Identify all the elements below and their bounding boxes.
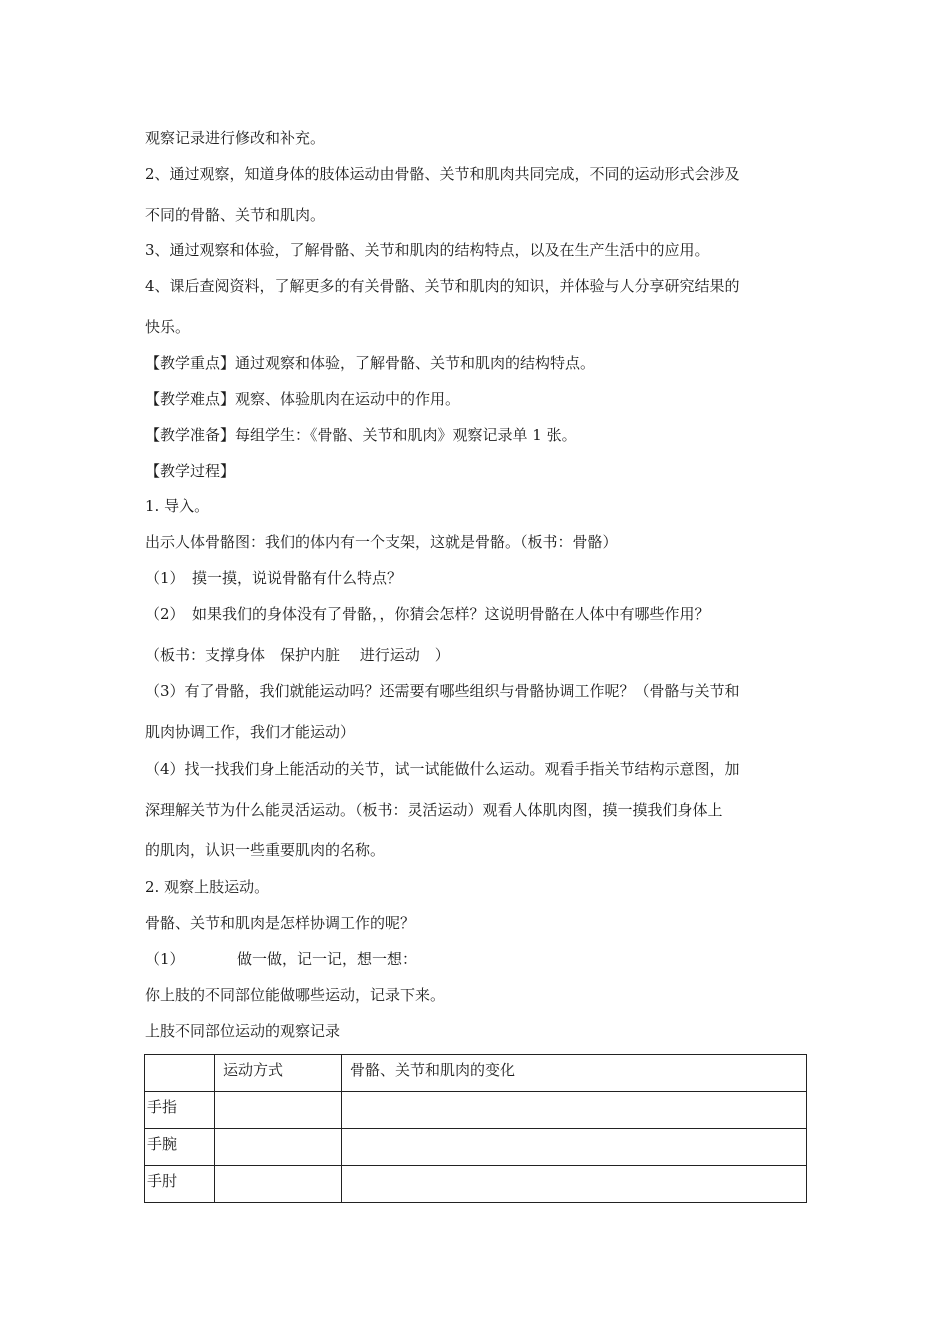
observation-table — [144, 1054, 807, 1203]
text-line: 你上肢的不同部位能做哪些运动，记录下来。 — [145, 986, 446, 1004]
table-row — [145, 1129, 807, 1166]
text-line: （板书：支撑身体 保护内脏 进行运动 ） — [145, 646, 450, 664]
text-line: （3）有了骨骼，我们就能运动吗？还需要有哪些组织与骨骼协调工作呢？（骨骼与关节和 — [145, 682, 740, 700]
text-line: 2、通过观察，知道身体的肢体运动由骨骼、关节和肌肉共同完成，不同的运动形式会涉及 — [145, 165, 740, 183]
section-heading: 【教学过程】 — [145, 462, 236, 480]
table-cell — [342, 1129, 807, 1166]
text-line: 4、课后查阅资料，了解更多的有关骨骼、关节和肌肉的知识，并体验与人分享研究结果的 — [145, 277, 740, 295]
row-label: 手腕 — [145, 1129, 215, 1166]
text-line: （1） 摸一摸，说说骨骼有什么特点？ — [145, 569, 403, 587]
text-line: （1） 做一做，记一记，想一想： — [145, 950, 418, 968]
text-line: 骨骼、关节和肌肉是怎样协调工作的呢？ — [145, 914, 416, 932]
section-heading: 1. 导入。 — [145, 497, 210, 515]
teaching-focus: 【教学重点】通过观察和体验，了解骨骼、关节和肌肉的结构特点。 — [145, 354, 596, 372]
teaching-difficulty: 【教学难点】观察、体验肌肉在运动中的作用。 — [145, 390, 461, 408]
table-header-row — [145, 1055, 807, 1092]
text-line: （4）找一找我们身上能活动的关节，试一试能做什么运动。观看手指关节结构示意图，加 — [145, 760, 740, 778]
row-label: 手肘 — [145, 1166, 215, 1203]
text-line: 观察记录进行修改和补充。 — [145, 129, 326, 147]
text-line: 快乐。 — [145, 318, 191, 336]
header-cell — [145, 1055, 215, 1092]
table-cell — [215, 1092, 342, 1129]
text-line: （2） 如果我们的身体没有了骨骼，，你猜会怎样？这说明骨骼在人体中有哪些作用？ — [145, 605, 710, 623]
text-line: 肌肉协调工作，我们才能运动） — [145, 723, 356, 741]
table-cell — [215, 1166, 342, 1203]
table-cell — [215, 1129, 342, 1166]
table-row — [145, 1092, 807, 1129]
text-line: 3、通过观察和体验，了解骨骼、关节和肌肉的结构特点，以及在生产生活中的应用。 — [145, 241, 710, 259]
table-row — [145, 1166, 807, 1203]
table-cell — [342, 1166, 807, 1203]
text-line: 深理解关节为什么能灵活运动。（板书：灵活运动）观看人体肌肉图，摸一摸我们身体上 — [145, 801, 723, 819]
table-caption: 上肢不同部位运动的观察记录 — [145, 1022, 341, 1040]
header-cell: 运动方式 — [215, 1055, 342, 1092]
text-line: 不同的骨骼、关节和肌肉。 — [145, 206, 326, 224]
teaching-preparation: 【教学准备】每组学生：《骨骼、关节和肌肉》观察记录单 1 张。 — [145, 426, 577, 444]
row-label: 手指 — [145, 1092, 215, 1129]
table-cell — [342, 1092, 807, 1129]
text-line: 出示人体骨骼图：我们的体内有一个支架，这就是骨骼。（板书：骨骼） — [145, 533, 618, 551]
header-cell: 骨骼、关节和肌肉的变化 — [342, 1055, 807, 1092]
section-heading: 2. 观察上肢运动。 — [145, 878, 270, 896]
text-line: 的肌肉，认识一些重要肌肉的名称。 — [145, 841, 386, 859]
